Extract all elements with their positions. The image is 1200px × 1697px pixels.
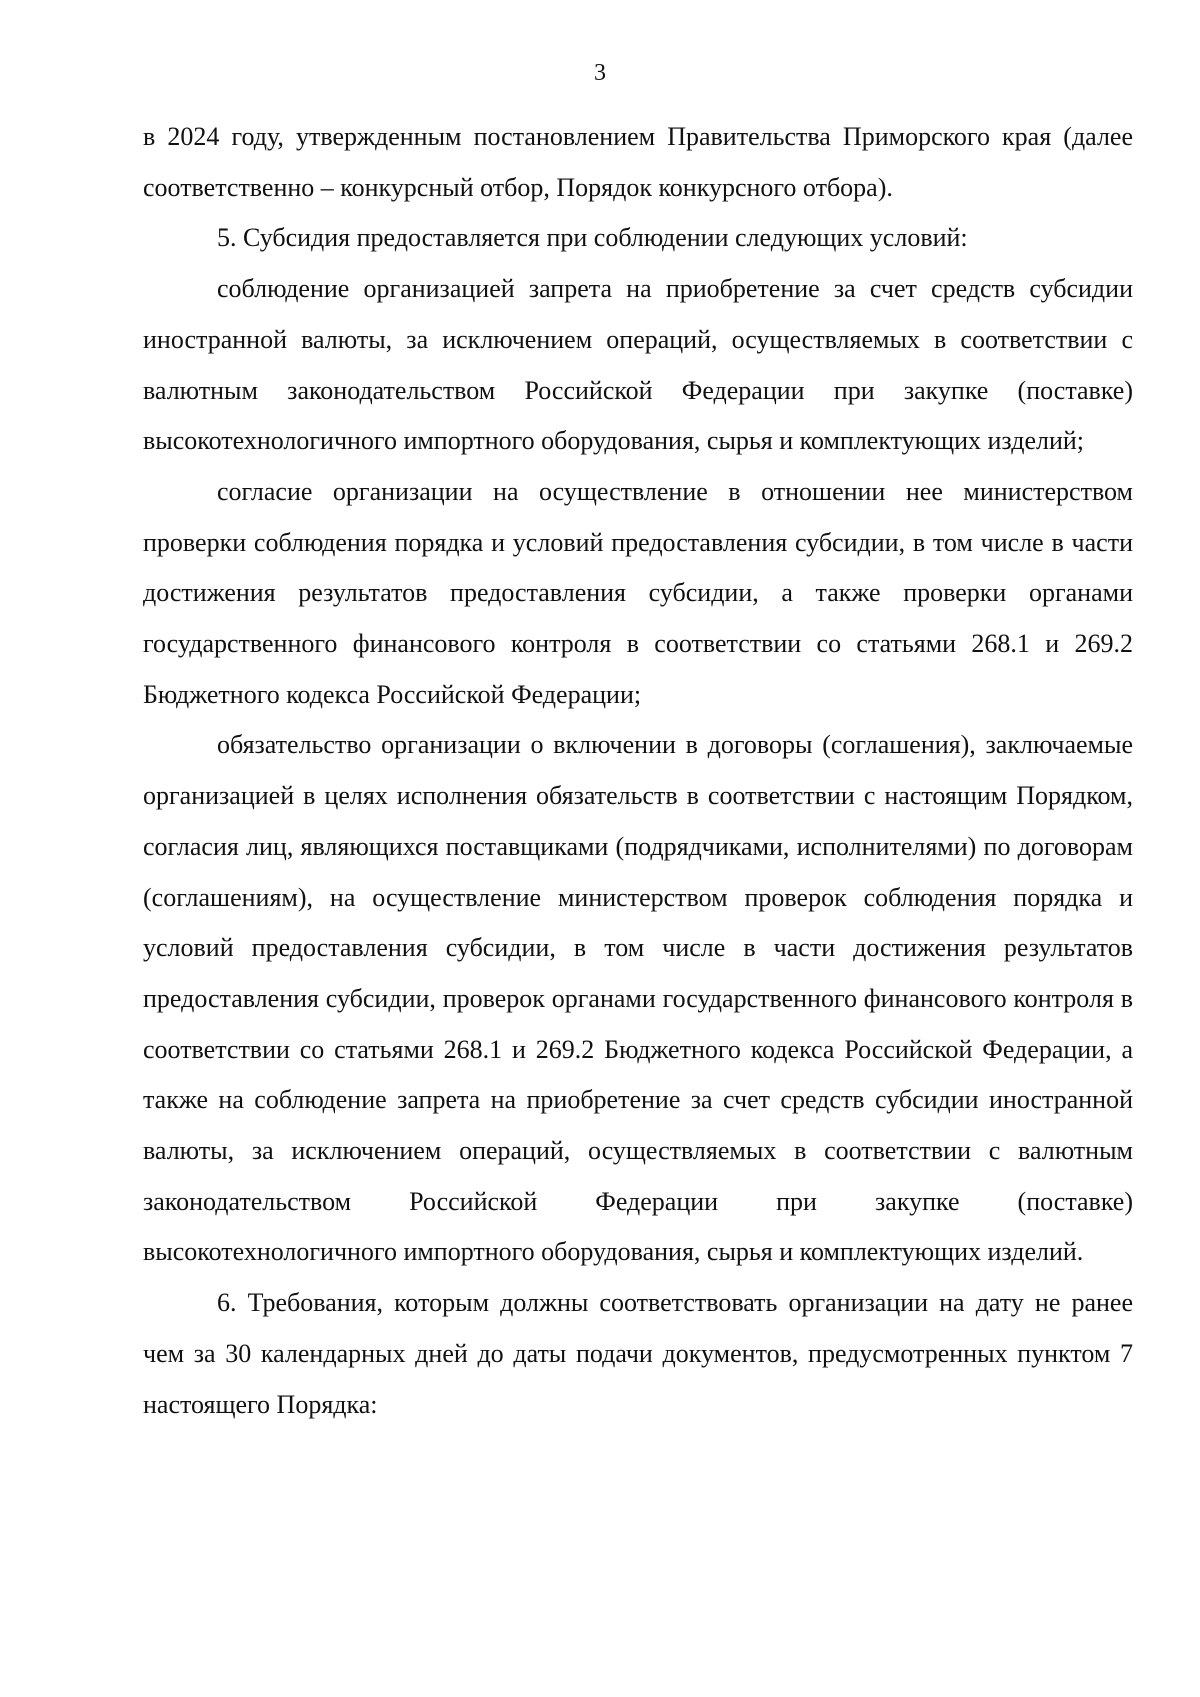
paragraph-condition-currency-ban: соблюдение организацией запрета на приобретение за счет средств субсидии иностранной валюты, за исключением операций, осуществляемых в соответствии с валютным законодательством Российской Федерации при закупке (поставке) высокотехнологичного импортного оборудования, сырья и комплектующих изделий; [143, 274, 1133, 456]
page-number: 3 [594, 60, 606, 86]
paragraph-condition-inspection-consent: согласие организации на осуществление в отношении нее министерством проверки соблюдения порядка и условий предоставления субсидии, в том числе в части достижения результатов предоставления субсидии, а также проверки органами государственного финансового контроля в соответствии со статьями 268.1 и 269.2 Бюджетного кодекса Российской Федерации; [143, 476, 1133, 709]
paragraph-continuation: в 2024 году, утвержденным постановлением Правительства Приморского края (далее соответственно – конкурсный отбор, Порядок конкурсного отбора). [143, 122, 1133, 202]
paragraph-item-5: 5. Субсидия предоставляется при соблюдении следующих условий: [217, 223, 968, 253]
document-body [143, 112, 1133, 1430]
paragraph-item-6: 6. Требования, которым должны соответствовать организации на дату не ранее чем за 30 календарных дней до даты подачи документов, предусмотренных пунктом 7 настоящего Порядка: [143, 1288, 1133, 1419]
paragraph-condition-contract-obligation: обязательство организации о включении в договоры (соглашения), заключаемые организацией в целях исполнения обязательств в соответствии с настоящим Порядком, согласия лиц, являющихся поставщиками (подрядчиками, исполнителями) по договорам (соглашениям), на осуществление министерством проверок соблюдения порядка и условий предоставления субсидии, в том числе в части достижения результатов предоставления субсидии, проверок органами государственного финансового контроля в соответствии со статьями 268.1 и 269.2 Бюджетного кодекса Российской Федерации, а также на соблюдение запрета на приобретение за счет средств субсидии иностранной валюты, за исключением операций, осуществляемых в соответствии с валютным законодательством Российской Федерации при закупке (поставке) высокотехнологичного импортного оборудования, сырья и комплектующих изделий. [143, 730, 1133, 1267]
